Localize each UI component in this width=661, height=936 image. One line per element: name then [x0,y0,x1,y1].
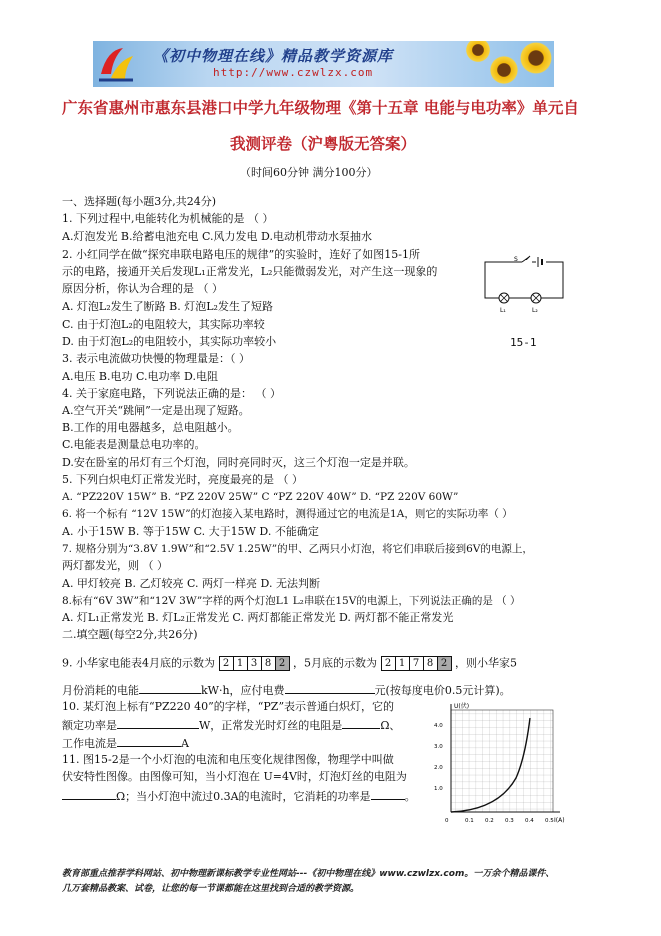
y-tick-label: 4.0 [434,723,443,729]
question-11: 11. 图15-2是一个小灯泡的电流和电压变化规律图像，物理学中叫做 [62,753,394,766]
question-10-text: A [181,737,189,750]
section-heading: 一、选择题(每小题3分,共24分) [62,195,217,208]
banner-title: 《初中物理在线》精品教学资源库 [153,47,394,65]
question-4-option: B.工作的用电器越多，总电阻越小。 [62,421,239,434]
section-heading: 二.填空题(每空2分,共26分) [62,628,198,641]
question-4-option: D.安在卧室的吊灯有三个灯泡，同时亮同时灭，这三个灯泡一定是并联。 [62,456,415,469]
question-10-text: W，正常发光时灯丝的电阻是 [199,719,343,732]
answer-blank[interactable] [342,717,380,729]
question-9-line2 [62,682,511,698]
sunflower-image [519,41,553,75]
answer-blank[interactable] [117,717,199,729]
question-9-text: 月份消耗的电能 [62,684,139,697]
question-4-option: A.空气开关“跳闸”一定是出现了短路。 [62,404,250,417]
meter-digit: 2 [438,657,451,670]
question-10-text: 额定功率是 [62,719,117,732]
question-2-option: A. 灯泡L₂发生了断路 B. 灯泡L₂发生了短路 [62,300,273,313]
question-2-option: C. 由于灯泡L₂的电阻较大，其实际功率较 [62,318,265,331]
question-10: 10. 某灯泡上标有“PZ220 40”的字样，“PZ”表示普通白炽灯，它的 [62,700,395,713]
meter-digit: 1 [396,657,410,670]
x-tick-label: 0.2 [485,818,494,824]
x-tick-label: 0.5 [545,818,554,824]
question-8: 8.标有“6V 3W”和“12V 3W”字样的两个灯泡L1 L₂串联在15V的电源上，下列说法正确的是 （ ） [62,595,521,607]
answer-blank[interactable] [62,788,116,800]
question-10-text: 工作电流是 [62,737,117,750]
x-tick-label: 0.1 [465,818,474,824]
answer-blank[interactable] [371,788,405,800]
figure-caption-15-1: 15-1 [510,336,537,349]
footer-line-1: 教育部重点推荐学科网站、初中物理新课标教学专业性网站---《初中物理在线》www.czwlzx.com。一万余个精品课件、 [62,869,555,879]
lamp-l1-label: L₁ [500,307,506,314]
header-banner [93,41,554,87]
question-11: 伏安特性图像。由图像可知，当小灯泡在 U=4V时，灯泡灯丝的电阻为 [62,770,407,783]
question-2-option: D. 由于灯泡L₂的电阻较小，其实际功率较小 [62,335,277,348]
question-2: 示的电路，接通开关后发现L₁正常发光，L₂只能微弱发光，对产生这一现象的 [62,265,438,278]
banner-url[interactable]: http://www.czwlzx.com [213,66,374,79]
question-9-text: ，5月底的示数为 [293,656,377,670]
answer-blank[interactable] [139,682,201,694]
question-3: 3. 表示电流做功快慢的物理量是：（ ） [62,352,250,365]
x-tick-label: 0 [445,818,449,824]
question-2: 2. 小红同学在做“探究串联电路电压的规律”的实验时，连好了如图15-1所 [62,248,420,261]
meter-reading-may [381,656,452,671]
answer-blank[interactable] [285,682,375,694]
question-10 [62,717,400,733]
question-9-text: 元(按每度电价0.5元计算)。 [374,684,511,697]
footer-line-2: 几万套精品教案、试卷，让您的每一节课都能在这里找到合适的教学资源。 [62,884,360,894]
meter-digit: 2 [220,657,234,670]
question-7-options: A. 甲灯较亮 B. 乙灯较亮 C. 两灯一样亮 D. 无法判断 [62,577,320,590]
question-11-text: 。 [404,790,416,803]
x-tick-label: 0.4 [525,818,534,824]
x-axis-label: I(A) [554,817,565,824]
y-tick-label: 2.0 [434,765,443,771]
circuit-diagram-15-1 [480,254,570,316]
meter-reading-april [219,656,290,671]
answer-blank[interactable] [117,735,181,747]
x-tick-label: 0.3 [505,818,514,824]
question-9-text: kW·h，应付电费 [201,684,285,697]
question-5: 5. 下列白炽电灯正常发光时，亮度最亮的是 （ ） [62,473,303,486]
sunflower-image [489,55,519,85]
question-8-options: A. 灯L₁正常发光 B. 灯L₂正常发光 C. 两灯都能正常发光 D. 两灯都不能正常发光 [62,611,454,624]
meter-digit: 8 [262,657,276,670]
meter-digit: 2 [276,657,289,670]
question-11 [62,788,416,804]
question-11-text: Ω；当小灯泡中流过0.3A的电流时，它消耗的功率是 [116,790,371,803]
question-9-text: ，则小华家5 [455,656,517,670]
switch-label: S [514,256,518,263]
question-10-text: Ω、 [380,719,401,732]
question-10 [62,735,189,751]
question-1-options: A.灯泡发光 B.给蓄电池充电 C.风力发电 D.电动机带动水泵抽水 [62,230,372,243]
question-5-options: A. “PZ220V 15W” B. “PZ 220V 25W” C “PZ 220V 40W” D. “PZ 220V 60W” [62,491,459,503]
lamp-l2-label: L₂ [532,307,538,314]
iv-graph-15-2 [428,700,566,830]
exam-meta: （时间60分钟 满分100分） [240,166,378,179]
question-9 [62,656,517,671]
graph-grid [451,710,553,812]
site-logo [97,44,135,84]
meter-digit: 7 [410,657,424,670]
question-9-text: 9. 小华家电能表4月底的示数为 [62,656,215,670]
meter-digit: 3 [248,657,262,670]
question-3-options: A.电压 B.电功 C.电功率 D.电阻 [62,370,218,383]
question-7: 7. 规格分别为“3.8V 1.9W”和“2.5V 1.25W”的甲、乙两只小灯泡，将它们串联后接到6V的电源上， [62,543,533,555]
sunflower-image [465,41,491,63]
question-6: 6. 将一个标有 “12V 15W”的灯泡接入某电路时，测得通过它的电流是1A，则它的实际功率（ ） [62,508,513,520]
page-title-line2: 我测评卷（沪粤版无答案） [230,135,417,153]
meter-digit: 2 [382,657,396,670]
question-4: 4. 关于家庭电路，下列说法正确的是： （ ） [62,387,281,400]
question-2: 原因分析，你认为合理的是 （ ） [62,282,223,295]
question-7: 两灯都发光，则 （ ） [62,559,168,572]
meter-digit: 8 [424,657,438,670]
y-axis-label: U(伏) [454,703,470,710]
question-4-option: C.电能表是测量总电功率的。 [62,438,206,451]
meter-digit: 1 [234,657,248,670]
y-tick-label: 1.0 [434,786,443,792]
y-tick-label: 3.0 [434,744,443,750]
page-title-line1: 广东省惠州市惠东县港口中学九年级物理《第十五章 电能与电功率》单元自 [62,99,579,117]
question-6-options: A. 小于15W B. 等于15W C. 大于15W D. 不能确定 [62,525,319,538]
question-1: 1. 下列过程中,电能转化为机械能的是 （ ） [62,212,274,225]
